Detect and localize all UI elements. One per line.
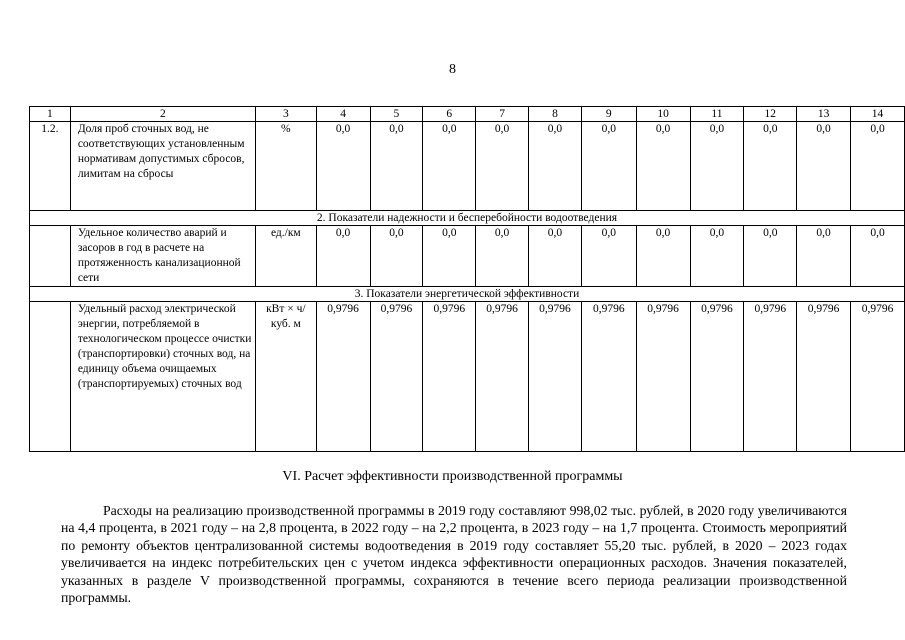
value-cell: 0,0 <box>423 226 476 287</box>
value-cell: 0,0 <box>636 226 690 287</box>
indicator-name: Удельный расход электрической энергии, потребляемой в технологическом процессе очистки (транспортировки) сточных вод, на единицу объема очищаемых (транспортируемых) сточных вод <box>70 302 255 452</box>
value-cell: 0,0 <box>851 226 905 287</box>
row-number <box>30 302 71 452</box>
indicator-name: Удельное количество аварий и засоров в год в расчете на протяженность канализационной сети <box>70 226 255 287</box>
value-cell: 0,0 <box>797 122 851 211</box>
value-cell: 0,0 <box>690 122 744 211</box>
value-cell: 0,0 <box>316 226 370 287</box>
header-cell: 6 <box>423 107 476 122</box>
unit-cell: кВт × ч/ куб. м <box>256 302 317 452</box>
value-cell: 0,0 <box>316 122 370 211</box>
value-cell: 0,0 <box>423 122 476 211</box>
value-cell: 0,9796 <box>529 302 582 452</box>
value-cell: 0,9796 <box>636 302 690 452</box>
section-row <box>30 287 905 302</box>
value-cell: 0,9796 <box>476 302 529 452</box>
value-cell: 0,9796 <box>370 302 423 452</box>
value-cell: 0,9796 <box>581 302 636 452</box>
table-header-row <box>30 107 905 122</box>
header-cell: 11 <box>690 107 744 122</box>
header-cell: 9 <box>581 107 636 122</box>
row-number: 1.2. <box>30 122 71 211</box>
body-paragraph: Расходы на реализацию производственной программы в 2019 году составляют 998,02 тыс. рублей, в 2020 году увеличиваются на 4,4 процента, в 2021 году – на 2,8 процента, в 2022 году – на 2,2 процента, в 2023 году – на 1,7 процента. Стоимость мероприятий по ремонту объектов централизованной системы водоотведения в 2019 году составляет 55,20 тыс. рублей, в 2020 – 2023 годах увеличивается на индекс потребительских цен с учетом индекса эффективности операционных расходов. Значения показателей, указанных в разделе V производственной программы, сохраняются в течение всего периода реализации производственной программы. <box>61 503 847 606</box>
section-row <box>30 211 905 226</box>
value-cell: 0,9796 <box>423 302 476 452</box>
value-cell: 0,0 <box>636 122 690 211</box>
value-cell: 0,0 <box>370 226 423 287</box>
value-cell: 0,9796 <box>851 302 905 452</box>
unit-cell: ед./км <box>256 226 317 287</box>
indicators-table <box>29 106 905 452</box>
value-cell: 0,0 <box>581 122 636 211</box>
value-cell: 0,0 <box>690 226 744 287</box>
unit-cell: % <box>256 122 317 211</box>
table-row <box>30 122 905 211</box>
value-cell: 0,0 <box>529 226 582 287</box>
header-cell: 4 <box>316 107 370 122</box>
header-cell: 3 <box>256 107 317 122</box>
section-heading: 3. Показатели энергетической эффективности <box>30 287 905 302</box>
value-cell: 0,9796 <box>744 302 797 452</box>
value-cell: 0,0 <box>797 226 851 287</box>
page-number: 8 <box>449 62 456 77</box>
value-cell: 0,9796 <box>797 302 851 452</box>
value-cell: 0,0 <box>744 226 797 287</box>
header-cell: 10 <box>636 107 690 122</box>
value-cell: 0,0 <box>476 226 529 287</box>
value-cell: 0,0 <box>370 122 423 211</box>
value-cell: 0,0 <box>851 122 905 211</box>
row-number <box>30 226 71 287</box>
section-heading: 2. Показатели надежности и бесперебойности водоотведения <box>30 211 905 226</box>
section-title: VI. Расчет эффективности производственной программы <box>282 469 623 484</box>
table-row <box>30 226 905 287</box>
value-cell: 0,0 <box>529 122 582 211</box>
value-cell: 0,0 <box>744 122 797 211</box>
header-cell: 12 <box>744 107 797 122</box>
header-cell: 5 <box>370 107 423 122</box>
value-cell: 0,0 <box>581 226 636 287</box>
value-cell: 0,9796 <box>690 302 744 452</box>
indicator-name: Доля проб сточных вод, не соответствующих установленным нормативам допустимых сбросов, лимитам на сбросы <box>70 122 255 211</box>
header-cell: 13 <box>797 107 851 122</box>
header-cell: 14 <box>851 107 905 122</box>
table-row <box>30 302 905 452</box>
header-cell: 2 <box>70 107 255 122</box>
value-cell: 0,9796 <box>316 302 370 452</box>
header-cell: 1 <box>30 107 71 122</box>
header-cell: 7 <box>476 107 529 122</box>
header-cell: 8 <box>529 107 582 122</box>
value-cell: 0,0 <box>476 122 529 211</box>
